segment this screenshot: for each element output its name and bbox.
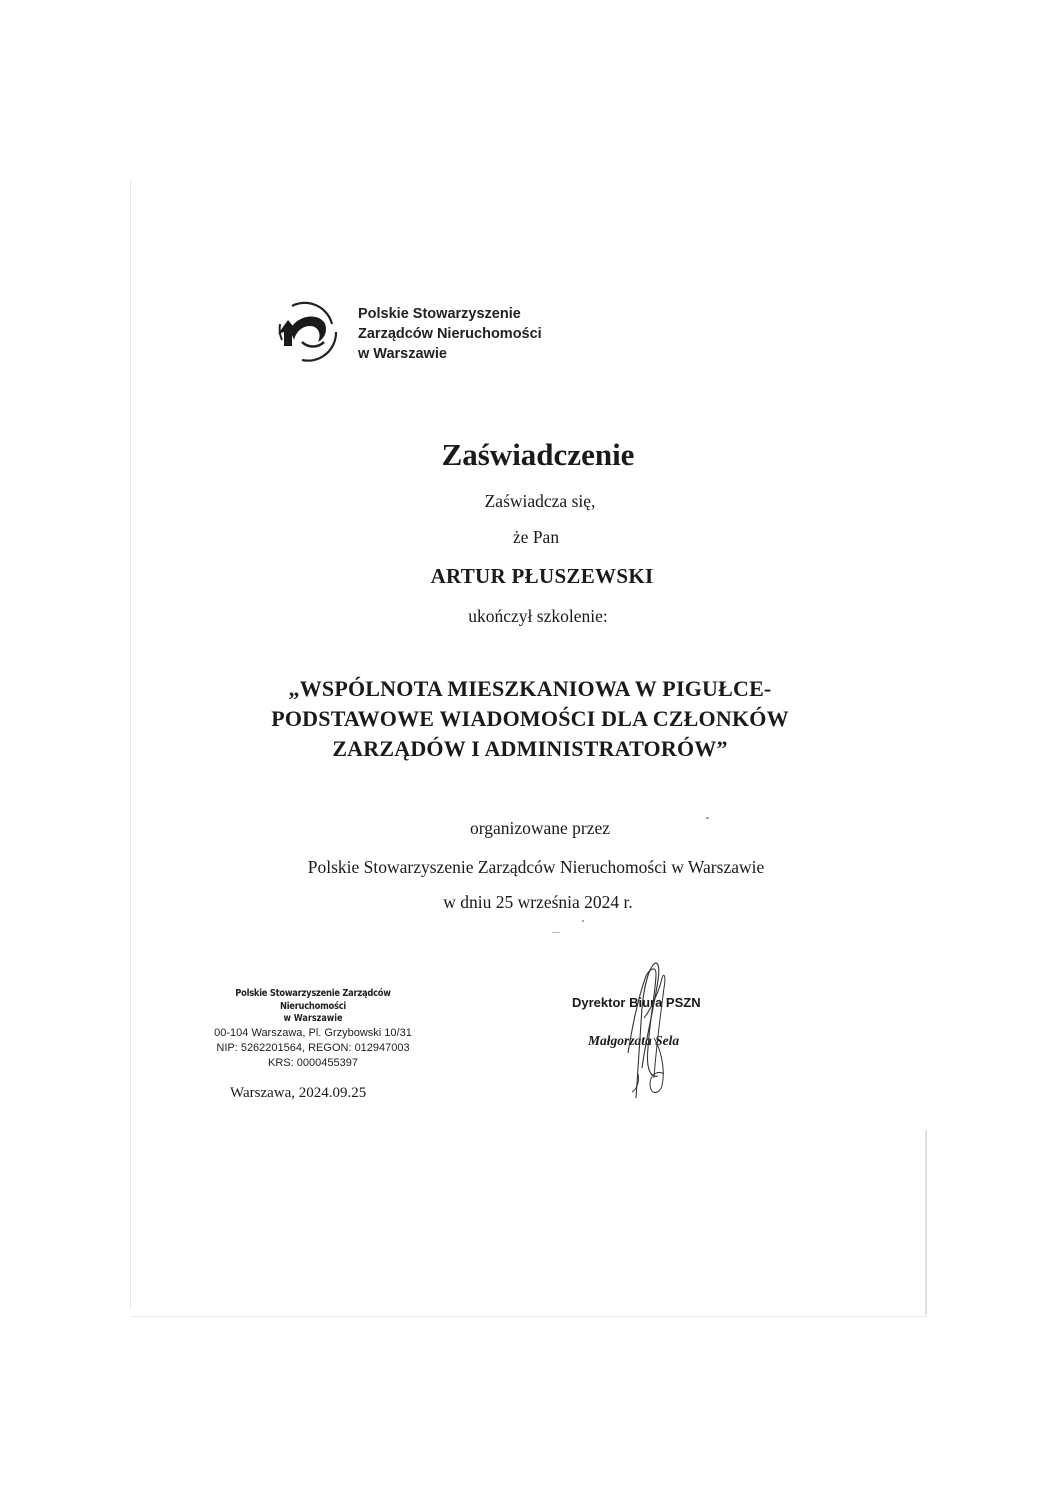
handwritten-signature	[598, 958, 708, 1103]
course-title	[0, 674, 1060, 764]
stamp-address: 00-104 Warszawa, Pl. Grzybowski 10/31	[214, 1027, 412, 1039]
scan-edge	[925, 1130, 927, 1315]
organizer-name: Polskie Stowarzyszenie Zarządców Nieruchomości w Warszawie	[307, 857, 765, 877]
completion-text: ukończył szkolenie:	[468, 606, 608, 626]
director-name: Małgorzata Sela	[588, 1033, 680, 1048]
certificate-addressee: że Pan	[512, 527, 560, 547]
stamp-city: w Warszawie	[283, 1013, 343, 1024]
certificate-intro: Zaświadcza się,	[484, 491, 596, 511]
course-date: w dniu 25 września 2024 r.	[443, 892, 633, 912]
course-title-line: ZARZĄDÓW I ADMINISTRATORÓW”	[332, 736, 728, 761]
scan-speck	[706, 817, 709, 819]
organization-name-line: w Warszawie	[358, 346, 447, 362]
course-title-line: PODSTAWOWE WIADOMOŚCI DLA CZŁONKÓW	[271, 706, 789, 731]
arrow-circle-logo-icon	[272, 294, 344, 366]
recipient-name: ARTUR PŁUSZEWSKI	[430, 564, 654, 588]
stamp-ids: NIP: 5262201564, REGON: 012947003	[216, 1042, 410, 1054]
organization-name	[358, 304, 542, 364]
scan-speck	[582, 920, 584, 922]
course-title-line: „WSPÓLNOTA MIESZKANIOWA W PIGUŁCE-	[288, 676, 772, 701]
director-title: Dyrektor Biura PSZN	[572, 995, 701, 1010]
organization-header	[272, 294, 542, 366]
organized-by-label: organizowane przez	[469, 818, 611, 838]
organization-name-line: Zarządców Nieruchomości	[358, 326, 542, 342]
stamp-krs: KRS: 0000455397	[268, 1057, 358, 1069]
organization-stamp	[200, 987, 426, 1070]
stamp-name: Polskie Stowarzyszenie Zarządców Nieruchomości	[235, 988, 391, 1012]
place-and-date: Warszawa, 2024.09.25	[230, 1085, 367, 1101]
scan-speck	[552, 932, 560, 933]
scan-edge	[130, 1316, 928, 1317]
organization-name-line: Polskie Stowarzyszenie	[358, 306, 521, 322]
certificate-title: Zaświadczenie	[441, 437, 635, 472]
